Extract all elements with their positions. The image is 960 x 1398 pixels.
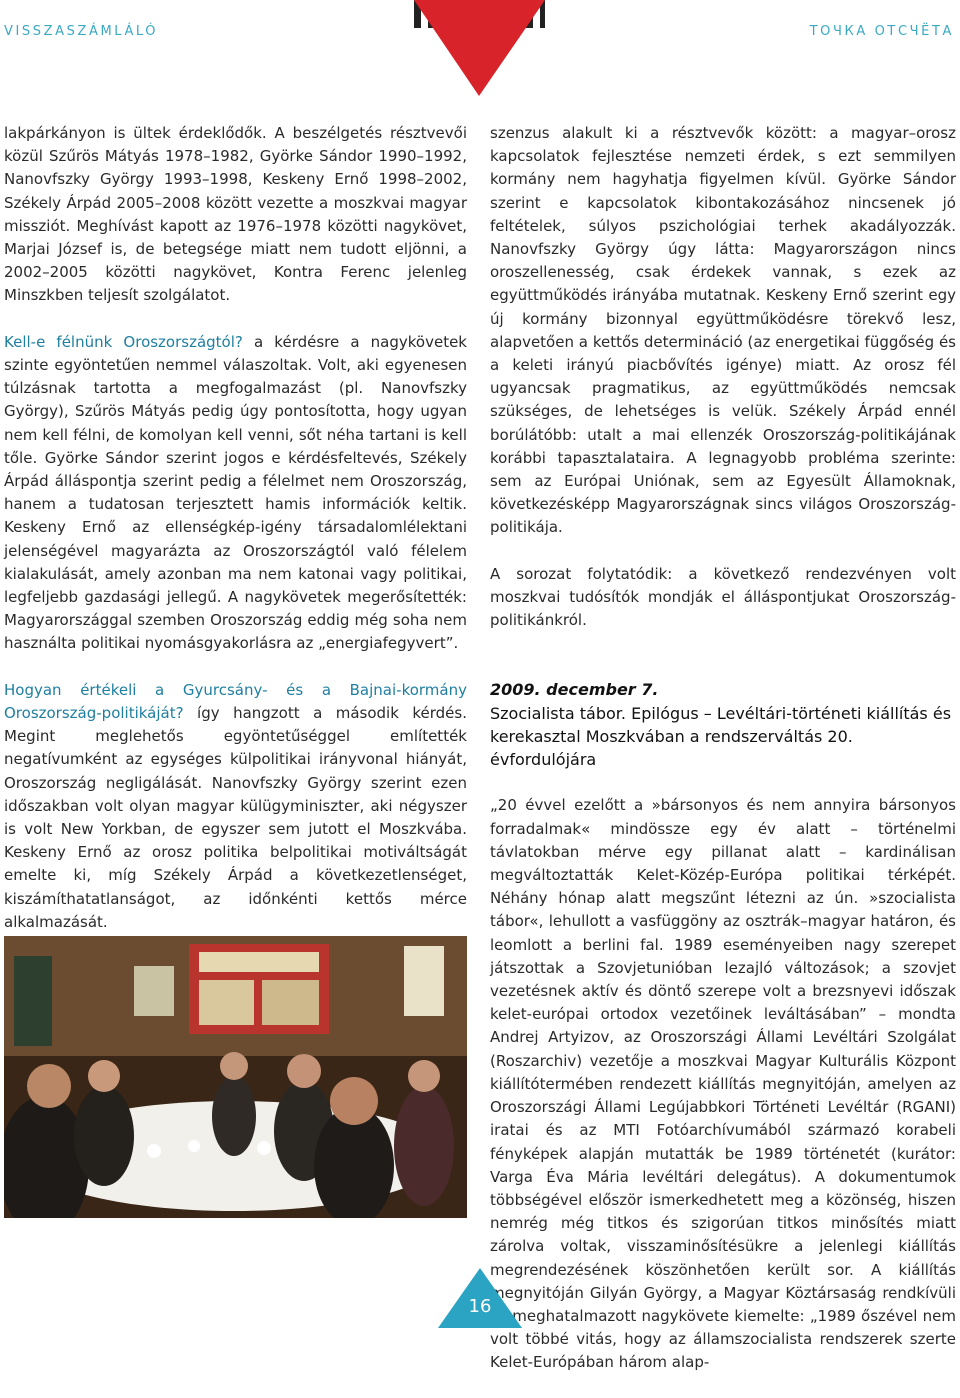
- roundtable-photo-illustration: [4, 936, 467, 1218]
- event-photo: [4, 936, 467, 1218]
- event-date: 2009. december 7.: [490, 680, 659, 700]
- right-column: [490, 122, 956, 1398]
- question-text: Hogyan értékeli a Gyurcsány- és a Bajnai-kormány Oroszország-politikáját?: [4, 680, 467, 723]
- answer-text: így hangzott a második kérdés. Megint meglehetős egyöntetűséggel említették negatívumként az egységes külpolitikai irányvonal hiányát, Oroszország negligálását. Nanovfszky György szerint ezen időszakban volt olyan magyar külügyminiszter, aki négyszer is volt New Yorkban, de egyszer sem jutott el Moszkvába. Keskeny Ernő az orosz politika belpolitikai motiváltságát emelte ki, míg Székely Árpád a következetlenséget, kiszámíthatatlanságot, az időnkénti kettős mérce alkalmazását.: [4, 704, 467, 931]
- paragraph: „20 évvel ezelőtt a »bársonyos és nem annyira bársonyos forradalmak« mindössze egy év alatt – történelmi távlatokban mérve egy pillanat alatt – kardinálisan megváltoztatták Kelet-Közép-Európa politikai térképét. Néhány hónap alatt megszűnt létezni az ún. »szocialista tábor«, lehullott a vasfüggöny az osztrák–magyar határon, és leomlott a berlini fal. 1989 eseményeiben nagy szerepet játszottak a Szovjetunióban lezajló változások; a szovjet vezetésnek aktív és döntő szerepe volt a brezsnyevi időszak kelet-európai ortodox vezetőinek leváltásában” – mondta Andrej Artyizov, az Oroszországi Állami Levéltári Szolgálat (Roszarchiv) vezetője a moszkvai Magyar Kulturális Központ kiállítótermében rendezett kiállítás megnyitóján, amelyen az Oroszországi Állami Legújabbkori Történeti Levéltár (RGANI) iratai és az MTI Fotóarchívumából származó korabeli fényképek alapján mutatták be 1989 történetét (kurátor: Varga Éva Mária levéltári delegátus). A dokumentumok többségével először ismerkedhetett meg a közönség, hiszen nemrég még titkos és szigorúan titkos minősítés miatt zárolva voltak, visszaminősítésükre a jelenlegi kiállítás megrendezésének köszönhetően került sor. A kiállítás megnyitóján Gilyán György, a Magyar Köztársaság rendkívüli és meghatalmazott nagykövete kiemelte: „1989 őszével nem volt többé vitás, hogy az államszocialista rendszerek szerte Kelet-Európában három alap-: [490, 796, 956, 1372]
- section-title-russian: ТОЧКА ОТСЧЁТА: [809, 24, 954, 39]
- question-text: Kell-e félnünk Oroszországtól?: [4, 332, 243, 351]
- event-title: Szocialista tábor. Epilógus – Levéltári-történeti kiállítás és kerekasztal Moszkvában a rendszerváltás 20. évfordulójára: [490, 703, 952, 770]
- page-number: 16: [468, 1296, 492, 1317]
- paragraph: [4, 331, 467, 656]
- paragraph: szenzus alakult ki a résztvevők között: a magyar–orosz kapcsolatok fejlesztése nemzeti érdek, s ezt semmilyen kormány nem hagyhatja figyelmen kívül. Györke Sándor szerint e kapcsolatok kibontakozásához nincsenek jó feltételek, súlyos pszichológiai terhek akadályozzák. Nanovfszky György úgy látta: Magyarországon nincs oroszellenesség, csak érdekek vannak, s ezek az együttműködés irányába mutatnak. Keskeny Ernő szerint egy új kormány bizonnyal együttműködésre törekvő lesz, alapvetően a kettős determináció (az energetikai függőség és a keleti irányú piacbővítés igénye) miatt. Az orosz fél ugyancsak pragmatikus, az együttműködés nemcsak szükséges, de lehetséges is velük. Székely Árpád ennél borúlátóbb: utalt a mai ellenzék Oroszország-politikájának korábbi tapasztalataira. A legnagyobb probléma szerinte: sem az Európai Uniónak, sem az Egyesült Államoknak, következésképp Magyarországnak sincs világos Oroszország-politikája.: [490, 124, 956, 537]
- paragraph: [4, 679, 467, 934]
- paragraph: A sorozat folytatódik: a következő rendezvényen volt moszkvai tudósítók mondják el álláspontjukat Oroszország-politikánkról.: [490, 564, 956, 630]
- paragraph: lakpárkányon is ültek érdeklődők. A beszélgetés résztvevői közül Szűrös Mátyás 1978–1982, Györke Sándor 1990–1992, Nanovfszky György 1993–1998, Keskeny Ernő 1998–2002, Székely Árpád 2005–2008 között vezette a moszkvai magyar missziót. Meghívást kapott az 1976–1978 közötti nagykövet, Marjai József is, de betegsége miatt nem tudott eljönni, a 2002–2005 közötti nagykövet, Kontra Ferenc jelenleg Minszkben teljesít szolgálatot.: [4, 124, 467, 305]
- left-column: [4, 122, 467, 1050]
- header-triangle: [414, 0, 545, 96]
- answer-text: a kérdésre a nagykövetek szinte egyöntetűen nemmel válaszoltak. Volt, aki egyenesen túlzásnak tartotta a megfogalmazást (pl. Nanovfszky György), Szűrös Mátyás pedig úgy pontosította, hogy ugyan nem kell félni, de komolyan kell venni, sőt néha tartani is kell tőle. Györke Sándor szerint jogos e kérdésfeltevés, Székely Árpád álláspontja szerint pedig a félelmet nem Oroszország, hanem a tudatosan terjesztett hamis információk keltik. Keskeny Ernő az ellenségkép-igény társadalomlélektani jelenségével magyarázta az Oroszországtól való félelem kialakulását, amely azonban ma nem katonai vagy politikai, legfeljebb gazdasági jellegű. A nagykövetek megerősítették: Magyarországgal szemben Oroszország eddig még soha nem használta politikai nyomásgyakorlásra az „energiafegyvert”.: [4, 332, 467, 653]
- section-title-hungarian: VISSZASZÁMLÁLÓ: [4, 24, 159, 39]
